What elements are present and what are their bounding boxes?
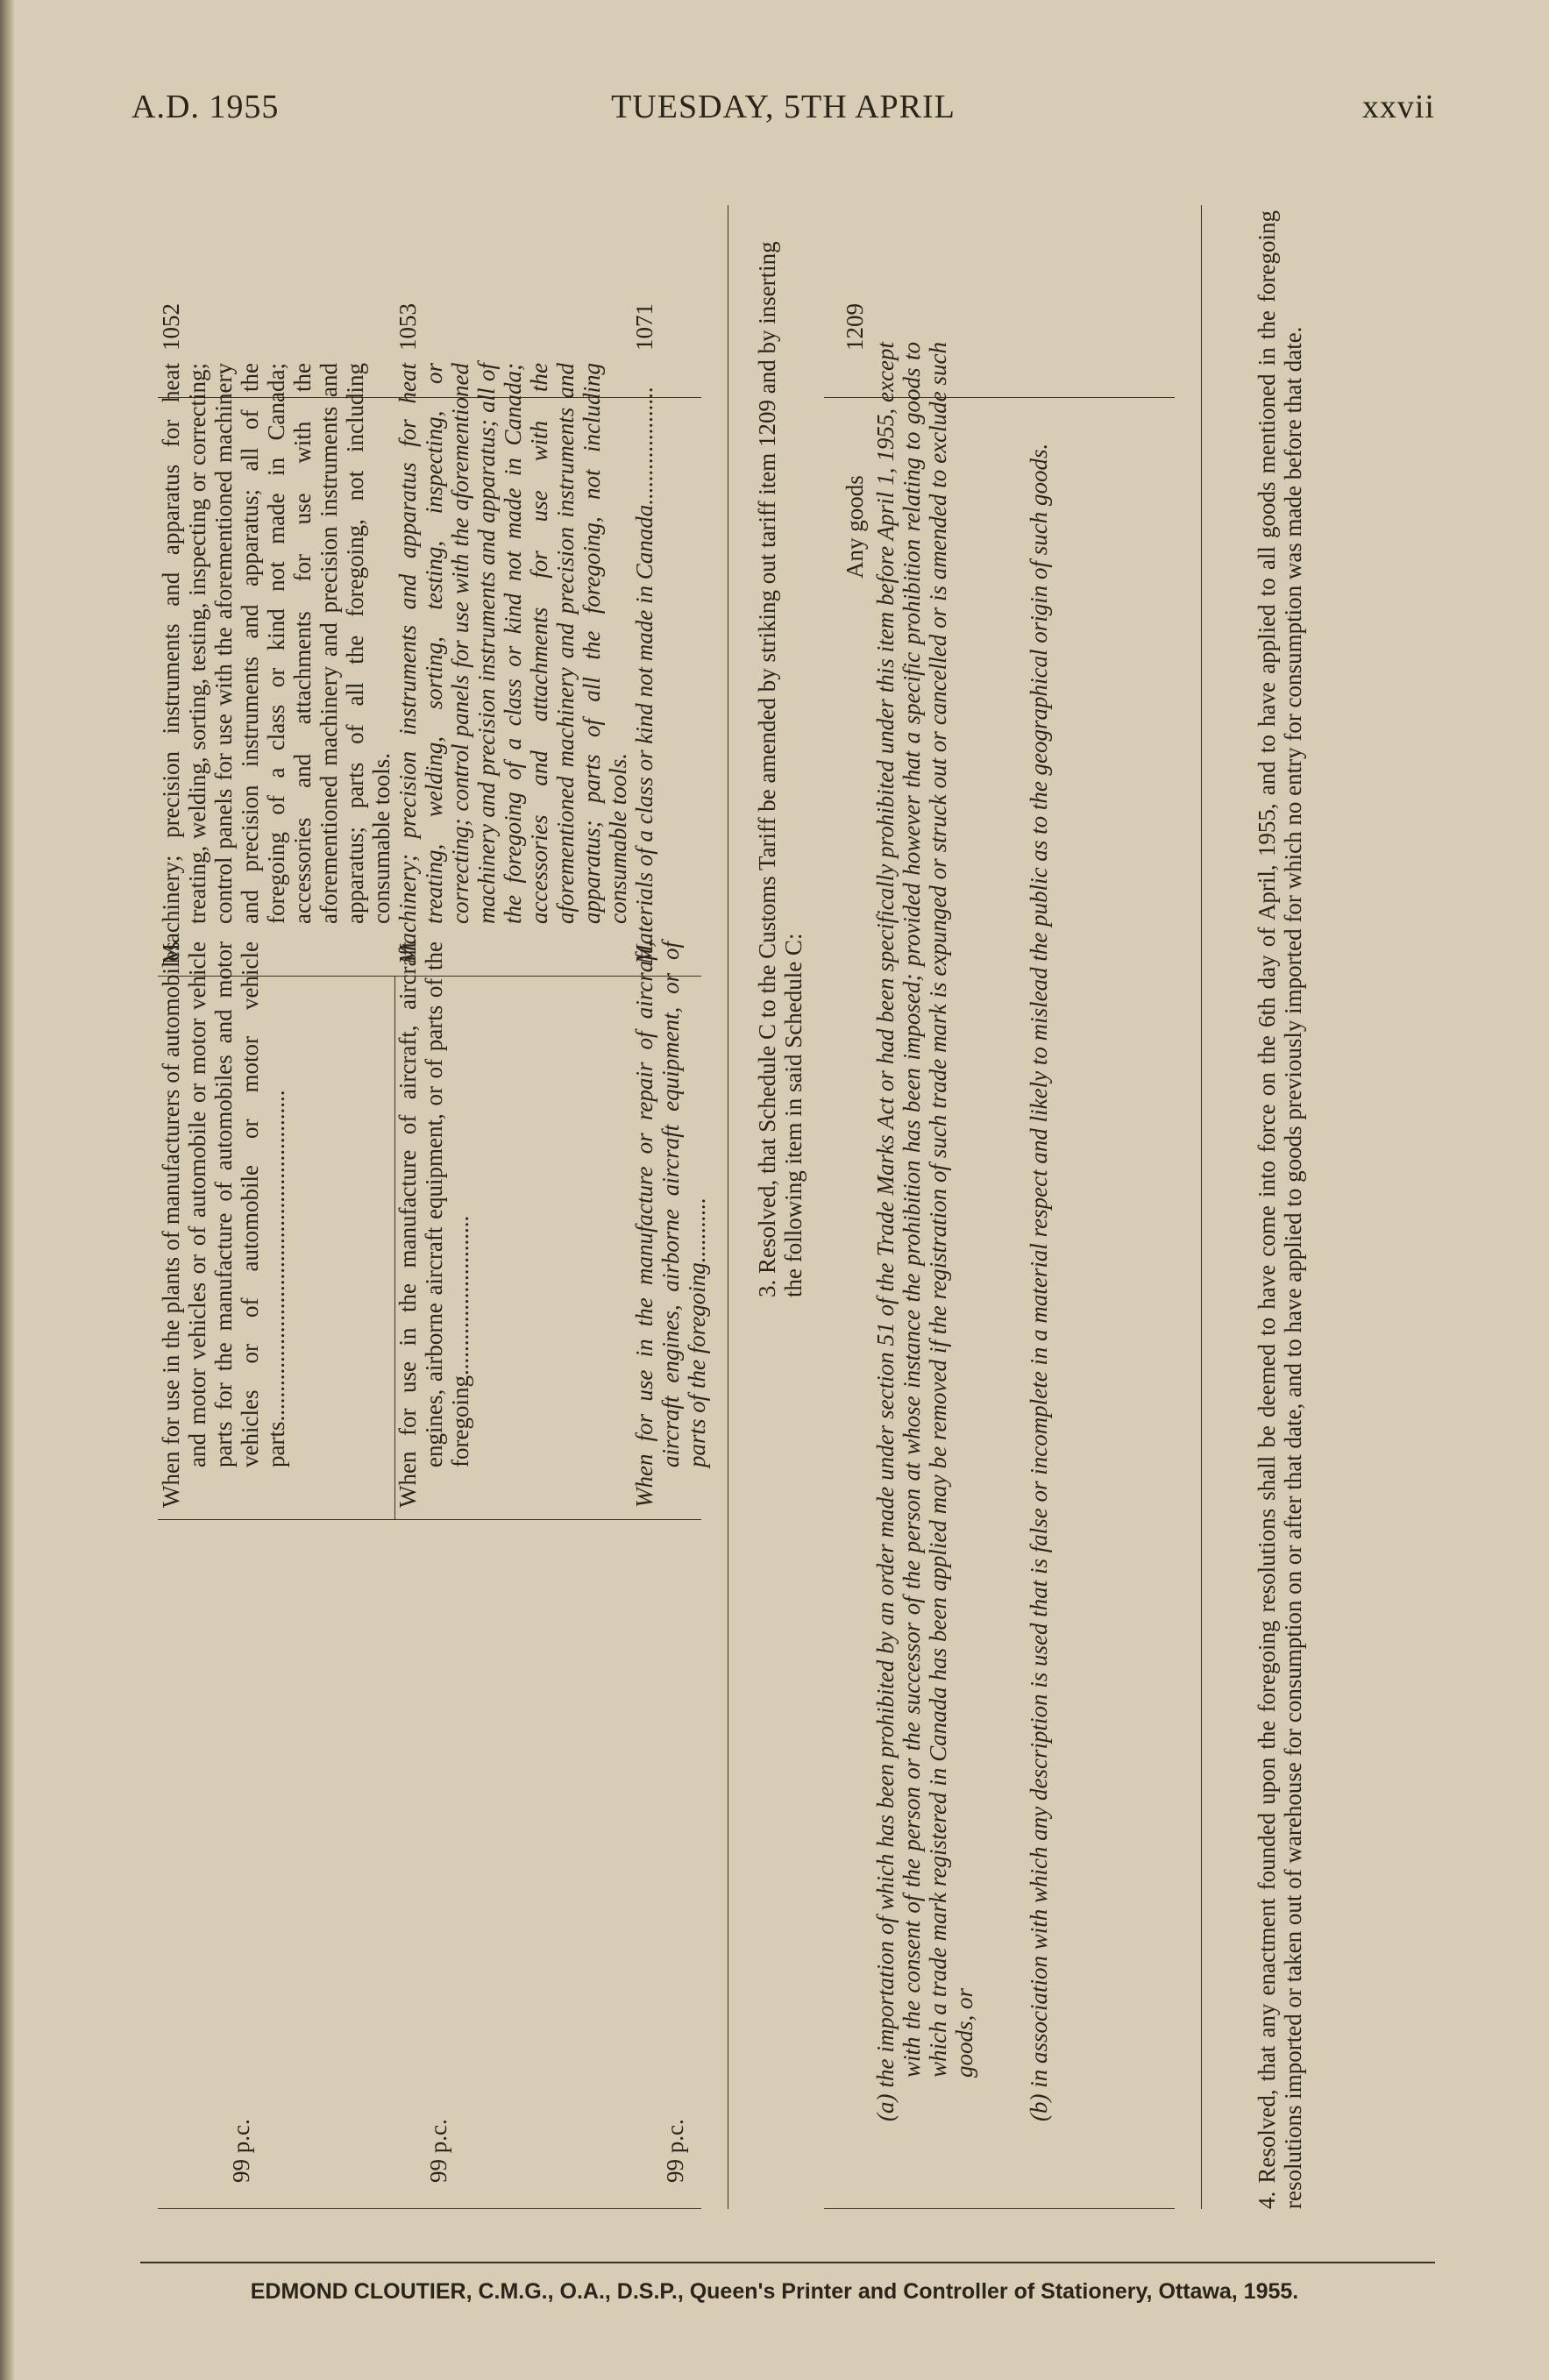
resolution-3: 3. Resolved, that Schedule C to the Customs Tariff be amended by striking out tariff item 1209 and by inserting the following item in said Schedule C: (754, 241, 806, 1297)
table-col-rule-2 (158, 1519, 701, 1520)
printer-imprint: EDMOND CLOUTIER, C.M.G., O.A., D.S.P., Queen's Printer and Controller of Stationery, Ottawa, 1955. (250, 2279, 1299, 2304)
rotated-content (158, 205, 1473, 2209)
page-binding-shadow (0, 0, 14, 2380)
resolution-4: 4. Resolved, that any enactment founded upon the foregoing resolutions shall be deemed to have come into force on the 6th day of April, 1955, and to have applied to all goods mentioned in the foregoing resolutions imported or taken out of warehouse for consumption on or after that date, and to have applied to goods previously imported for which no entry for consumption was made before that date. (1254, 210, 1306, 2209)
schedule-c-item-number: 1209 (842, 303, 868, 351)
tariff-item-condition: When for use in the manufacture or repair of aircraft, aircraft engines, airborne aircraft equipment, or of parts of the foregoing........... (631, 941, 710, 1508)
schedule-c-left-rule (824, 2208, 1175, 2209)
page-header (131, 88, 1435, 140)
tariff-item-rate: 99 p.c. (228, 2119, 254, 2183)
tariff-item-description: Materials of a class or kind not made in Canada.................... (631, 386, 657, 964)
tariff-item-number: 1053 (394, 303, 421, 351)
schedule-c-bottom-rule (1201, 205, 1202, 2209)
tariff-item-description: Machinery; precision instruments and apparatus for heat treating, welding, sorting, testing, inspecting, or correcting; control panels for use with the aforementioned machinery and precision instruments and apparatus; all of the foregoing of a class or kind not made in Canada; accessories and attachments for use with the aforementioned machinery and precision instruments and apparatus; parts of all the foregoing, not including consumable tools. (394, 363, 631, 964)
tariff-item-rate: 99 p.c. (425, 2119, 451, 2183)
tariff-item-number: 1071 (631, 303, 657, 351)
tariff-item-condition: When for use in the plants of manufacturers of automobiles and motor vehicles or of automobile or motor vehicle parts for the manufacture of automobiles and motor vehicles or of automobile or motor vehicle parts........................................................ (158, 941, 289, 1508)
header-year: A.D. 1955 (131, 89, 280, 125)
schedule-c-intro: Any goods (842, 475, 868, 579)
schedule-c-item-a: (a) the importation of which has been prohibited by an order made under section 51 of the Trade Marks Act or had been specifically prohibited under this item before April 1, 1955, except with the consent of the person or the successor of the person at whose instance the prohibition has been imposed; provided however that a specific prohibition relating to goods to which a trade mark registered in Canada has been applied may be removed if the registration of such trade mark is expunged or struck out or cancelled or is amended to exclude such goods, or (872, 342, 977, 2121)
header-page-number: xxvii (1361, 89, 1435, 125)
schedule-c-item-b: (b) in association with which any description is used that is false or incomplete in a material respect and likely to mislead the public as to the geographical origin of such goods. (1026, 443, 1052, 2121)
tariff-item-number: 1052 (158, 303, 184, 351)
header-date: TUESDAY, 5TH APRIL (611, 89, 956, 125)
table-rate-rule (158, 2208, 701, 2209)
tariff-item-rate: 99 p.c. (662, 2119, 688, 2183)
tariff-item-condition: When for use in the manufacture of aircraft, aircraft engines, airborne aircraft equipment, or of parts of the foregoing........................... (394, 941, 473, 1508)
tariff-item-description: Machinery; precision instruments and apparatus for heat treating, welding, sorting, testing, inspecting or correcting; control panels for use with the aforementioned machinery and precision instruments and apparatus; all of the foregoing of a class or kind not made in Canada; accessories and attachments for use with the aforementioned machinery and precision instruments and apparatus; parts of all the foregoing, not including consumable tools. (158, 363, 394, 964)
footer-rule (140, 2262, 1435, 2263)
